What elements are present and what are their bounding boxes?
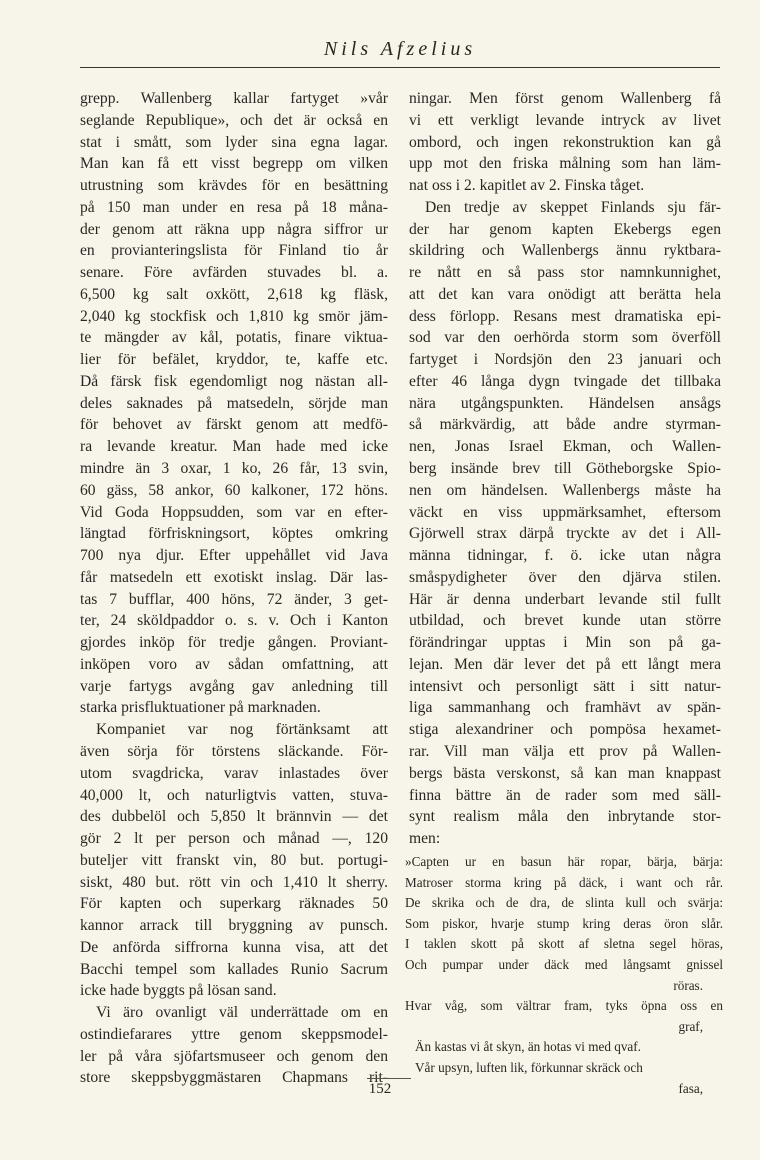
text-line: senare. Före avfärden stuvades bl. a.: [80, 264, 388, 282]
poem-line: Som piskor, hvarje stump kring deras öron slår.: [405, 915, 723, 931]
text-line: Kompaniet var nog förtänksamt att: [96, 721, 388, 739]
poem-quotation: [405, 852, 723, 1099]
text-line: 2,040 kg stockfisk och 1,810 kg smör jäm-: [80, 307, 388, 325]
text-line: utom svagdricka, varav inlastades över: [80, 764, 388, 782]
text-line: lejan. Men där lever det på ett långt mera: [409, 655, 721, 673]
text-line: för behovet av färskt genom att medfö-: [80, 416, 388, 434]
text-line: re nått en så pass stor namnkunnighet,: [409, 264, 721, 282]
text-line: stat i smått, som lyder sina egna lagar.: [80, 133, 388, 151]
text-line: gjordes inköp för tredje gången. Proviant-: [80, 634, 388, 652]
text-line: mindre än 3 oxar, 1 ko, 26 får, 13 svin,: [80, 460, 388, 478]
text-line: Man kan få ett visst begrepp om vilken: [80, 155, 388, 173]
text-line: längtad förfriskningsort, köptes omkring: [80, 525, 388, 543]
text-line: även sörja för törstens släckande. För-: [80, 742, 388, 760]
poem-line: De skrika och de dra, de slinta kull och svärja:: [405, 895, 723, 911]
poem-line: röras.: [673, 977, 703, 993]
text-line: nat oss i 2. kapitlet av 2. Finska tåget.: [409, 177, 645, 195]
text-line: ter, 24 sköldpaddor o. s. v. Och i Kanton: [80, 612, 388, 630]
text-line: Bacchi tempel som kallades Runio Sacrum: [80, 960, 388, 978]
running-head: Nils Afzelius: [323, 38, 477, 60]
text-line: store skeppsbyggmästaren Chapmans rit-: [80, 1069, 388, 1087]
text-line: fartyget i Nordsjön den 23 januari och: [409, 351, 721, 369]
text-line: siskt, 480 but. rött vin och 1,410 lt sherry.: [80, 873, 388, 891]
poem-line: Matroser storma kring på däck, i want och rår.: [405, 874, 723, 890]
header-rule: [80, 67, 720, 68]
poem-line: graf,: [678, 1018, 703, 1034]
text-line: men:: [409, 830, 441, 848]
text-line: stiga alexandriner och pompösa hexamet-: [409, 721, 721, 739]
text-line: För kapten och superkarg räknades 50: [80, 895, 388, 913]
text-line: nen om händelsen. Wallenbergs måste ha: [409, 481, 721, 499]
poem-line: Hvar våg, som vältrar fram, tyks öpna oss en: [405, 998, 723, 1014]
text-line: grepp. Wallenberg kallar fartyget »vår: [80, 90, 388, 107]
text-line: ostindiefarares yttre genom skeppsmodel-: [80, 1025, 388, 1043]
text-line: 60 gäss, 58 ankor, 60 kalkoner, 172 höns.: [80, 481, 388, 499]
text-line: De anförda siffrorna kunna visa, att det: [80, 938, 388, 956]
text-line: efter 46 långa dygn tvingade det tillbaka: [409, 372, 721, 390]
text-line: kannor arrack till bryggning av punsch.: [80, 917, 388, 935]
text-line: tas 7 bufflar, 400 höns, 72 änder, 3 get-: [80, 590, 388, 608]
text-line: lier för befälet, kryddor, te, kaffe etc.: [80, 351, 388, 369]
text-line: synt realism måla den inbrytande stor-: [409, 808, 721, 826]
text-line: Gjörwell strax därpå tryckte av det i All-: [409, 525, 721, 543]
footer-rule: [367, 1078, 411, 1079]
poem-line: »Capten ur en basun här ropar, bärja, bärja:: [405, 854, 723, 869]
text-line: 700 nya djur. Efter uppehållet vid Java: [80, 547, 388, 565]
right-column: [409, 88, 721, 850]
text-line: varje fartygs avgång gav anledning till: [80, 677, 388, 695]
text-line: te mängder av kål, potatis, finare viktua-: [80, 329, 388, 347]
text-line: Här är denna underbart levande stil fullt: [409, 590, 721, 608]
text-line: utbildad, och brevet kunde utan större: [409, 612, 721, 630]
text-line: 40,000 lt, och naturligtvis vatten, stuva-: [80, 786, 388, 804]
text-line: småspydigheter över den djärva stilen.: [409, 568, 721, 586]
text-line: finna bättre än de rader som med säll-: [409, 786, 721, 804]
text-line: Vi äro ovanligt väl underrättade om en: [96, 1004, 388, 1022]
text-line: gör 2 lt per person och månad —, 120: [80, 830, 388, 848]
poem-line: Och pumpar under däck med långsamt gnissel: [405, 956, 723, 972]
poem-line: I taklen skott på skott af sletna segel höras,: [405, 936, 723, 952]
poem-line: fasa,: [678, 1080, 703, 1096]
text-line: des dubbelöl och 5,850 lt brännvin — det: [80, 808, 388, 826]
text-line: nära utgångspunkten. Händelsen ansågs: [409, 394, 721, 412]
text-line: deles saknades på matsedeln, sörjde man: [80, 394, 388, 412]
page-number: 152: [368, 1081, 392, 1097]
text-line: så märkvärdig, att både andre styrman-: [409, 416, 721, 434]
text-line: ler på våra sjöfartsmuseer och genom den: [80, 1047, 388, 1065]
text-line: ombord, och ingen rekonstruktion kan gå: [409, 133, 721, 151]
text-line: skildring och Wallenbergs ännu ryktbara-: [409, 242, 721, 260]
text-line: seglande Republique», och det är också en: [80, 111, 388, 129]
text-line: männa tidningar, f. ö. icke utan några: [409, 547, 721, 565]
text-line: berg insände brev till Götheborgske Spio-: [409, 460, 721, 478]
text-line: på 150 man under en resa på 18 måna-: [80, 198, 388, 216]
text-line: liga sammanhang och framhävt av spän-: [409, 699, 721, 717]
text-line: der har genom kapten Ekebergs egen: [409, 220, 721, 238]
text-line: ra levande kreatur. Man hade med icke: [80, 438, 388, 456]
text-line: bergs bästa verskonst, så kan man knappast: [409, 764, 721, 782]
text-line: der genom att räkna upp några siffror ur: [80, 220, 388, 238]
text-line: nen, Jonas Israel Ekman, och Wallen-: [409, 438, 721, 456]
text-line: starka prisfluktuationer på marknaden.: [80, 699, 321, 717]
text-line: Då färsk fisk egendomligt nog nästan all-: [80, 372, 388, 390]
text-line: dess förlopp. Resans mest dramatiska epi-: [409, 307, 721, 325]
text-line: förändringar upptas i Min son på ga-: [409, 634, 721, 652]
text-line: inköpen voro av sådan omfattning, att: [80, 655, 388, 673]
text-line: utrustning som krävdes för en besättning: [80, 177, 388, 195]
text-line: vi ett verkligt levande intryck av livet: [409, 111, 721, 129]
text-line: väckt en viss uppmärksamhet, eftersom: [409, 503, 721, 521]
left-column: [80, 88, 388, 1089]
text-line: Vid Goda Hoppsudden, som var en efter-: [80, 503, 388, 521]
text-line: rar. Vill man välja ett prov på Wallen-: [409, 742, 721, 760]
text-line: upp mot den friska målning som han läm-: [409, 155, 721, 173]
text-line: 6,500 kg salt oxkött, 2,618 kg fläsk,: [80, 285, 388, 303]
text-line: sod var den oerhörda storm som överföll: [409, 329, 721, 347]
text-line: Den tredje av skeppet Finlands sju fär-: [425, 198, 721, 216]
text-line: ningar. Men först genom Wallenberg få: [409, 90, 721, 107]
text-line: får matsedeln ett exotiskt inslag. Där las-: [80, 568, 388, 586]
text-line: intensivt och personligt sätt i sitt natur-: [409, 677, 721, 695]
text-line: att det kan vara onödigt att berätta hela: [409, 285, 721, 303]
poem-line: Än kastas vi åt skyn, än hotas vi med qvaf.: [415, 1039, 641, 1055]
poem-line: Vår upsyn, luften lik, förkunnar skräck och: [415, 1059, 643, 1075]
text-line: icke hade byggts på lösan sand.: [80, 982, 277, 1000]
text-line: en provianteringslista för Finland tio år: [80, 242, 388, 260]
text-line: buteljer vitt franskt vin, 80 but. portugi-: [80, 851, 388, 869]
